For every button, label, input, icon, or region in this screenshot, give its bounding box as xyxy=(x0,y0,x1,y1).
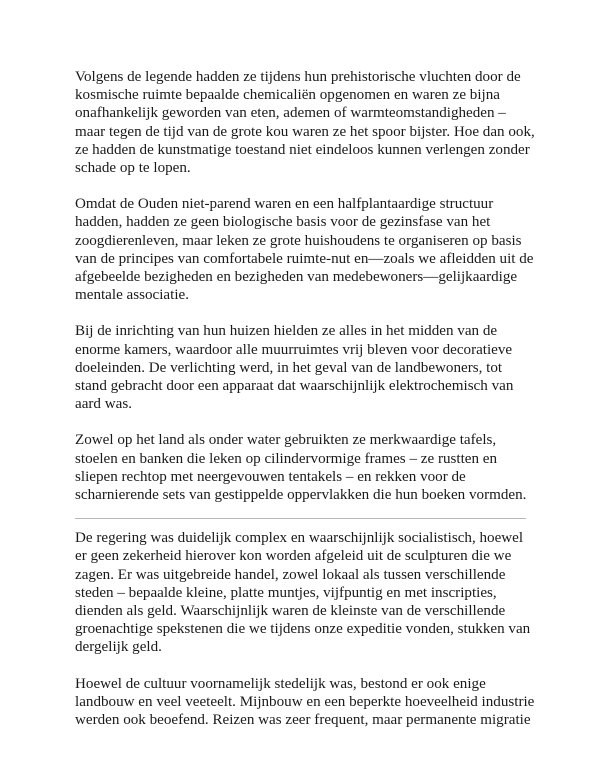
text-line: maar tegen de tijd van de grote kou waren ze het spoor bijster. Hoe dan ook, xyxy=(75,123,535,140)
text-line: stoelen en banken die leken op cilindervormige frames – ze rustten en xyxy=(75,450,498,467)
text-line: scharnierende sets van gestippelde oppervlakken die hun boeken vormden. xyxy=(75,487,527,504)
section-divider xyxy=(75,518,526,519)
text-line: stand gebracht door een apparaat dat waarschijnlijk elektrochemisch van xyxy=(75,378,514,395)
text-line: schade op te lopen. xyxy=(75,160,191,177)
text-line: Bij de inrichting van hun huizen hielden ze alles in het midden van de xyxy=(75,323,498,340)
paragraph xyxy=(75,675,535,730)
text-line: dienden als geld. Waarschijnlijk waren de kleinste van de verschillende xyxy=(75,603,506,620)
text-line: enorme kamers, waardoor alle muurruimtes vrij bleven voor decoratieve xyxy=(75,341,513,358)
text-line: van de principes van comfortabele ruimte-nut en—zoals we afleidden uit de xyxy=(75,250,534,267)
text-line: hadden, hadden ze geen biologische basis voor de gezinsfase van het xyxy=(75,214,491,231)
text-line: afgebeelde bezigheden en bezigheden van medebewoners—gelijkaardige xyxy=(75,269,518,286)
text-line: zoogdierenleven, maar leken ze grote huishoudens te organiseren op basis xyxy=(75,232,522,249)
text-line: er geen zekerheid hierover kon worden afgeleid uit de sculpturen die we xyxy=(75,548,512,565)
text-line: ze hadden de kunstmatige toestand niet eindeloos kunnen verlengen zonder xyxy=(75,141,530,158)
section-two xyxy=(75,529,535,729)
text-line: steden – bepaalde kleine, platte muntjes, vijfpuntig en met inscripties, xyxy=(75,584,497,601)
text-line: onafhankelijk geworden van eten, ademen of warmteomstandigheden – xyxy=(75,105,506,122)
text-line: zagen. Er was uitgebreide handel, zowel lokaal als tussen verschillende xyxy=(75,566,506,583)
text-line: Zowel op het land als onder water gebruikten ze merkwaardige tafels, xyxy=(75,432,497,449)
text-line: groenachtige spekstenen die we tijdens onze expeditie vonden, stukken van xyxy=(75,621,531,638)
text-line: Hoewel de cultuur voornamelijk stedelijk was, bestond er ook enige xyxy=(75,675,486,692)
text-line: dergelijk geld. xyxy=(75,639,162,656)
paragraph xyxy=(75,322,535,413)
section-one xyxy=(75,68,535,504)
text-line: Volgens de legende hadden ze tijdens hun prehistorische vluchten door de xyxy=(75,69,521,85)
text-line: werden ook beoefend. Reizen was zeer frequent, maar permanente migratie xyxy=(75,712,531,729)
text-line: landbouw en veel veeteelt. Mijnbouw en een beperkte hoeveelheid industrie xyxy=(75,693,535,710)
text-line: kosmische ruimte bepaalde chemicaliën opgenomen en waren ze bijna xyxy=(75,87,500,104)
text-line: Omdat de Ouden niet-parend waren en een halfplantaardige structuur xyxy=(75,196,494,213)
paragraph xyxy=(75,195,535,304)
document-page xyxy=(75,68,535,747)
paragraph xyxy=(75,529,535,656)
paragraph xyxy=(75,431,535,504)
text-line: sliepen rechtop met neergevouwen tentakels – en rekken voor de xyxy=(75,468,466,485)
text-line: doeleinden. De verlichting werd, in het geval van de landbewoners, tot xyxy=(75,359,503,376)
text-line: mentale associatie. xyxy=(75,287,189,304)
text-line: De regering was duidelijk complex en waarschijnlijk socialistisch, hoewel xyxy=(75,530,524,547)
paragraph xyxy=(75,68,535,177)
text-line: aard was. xyxy=(75,396,132,413)
